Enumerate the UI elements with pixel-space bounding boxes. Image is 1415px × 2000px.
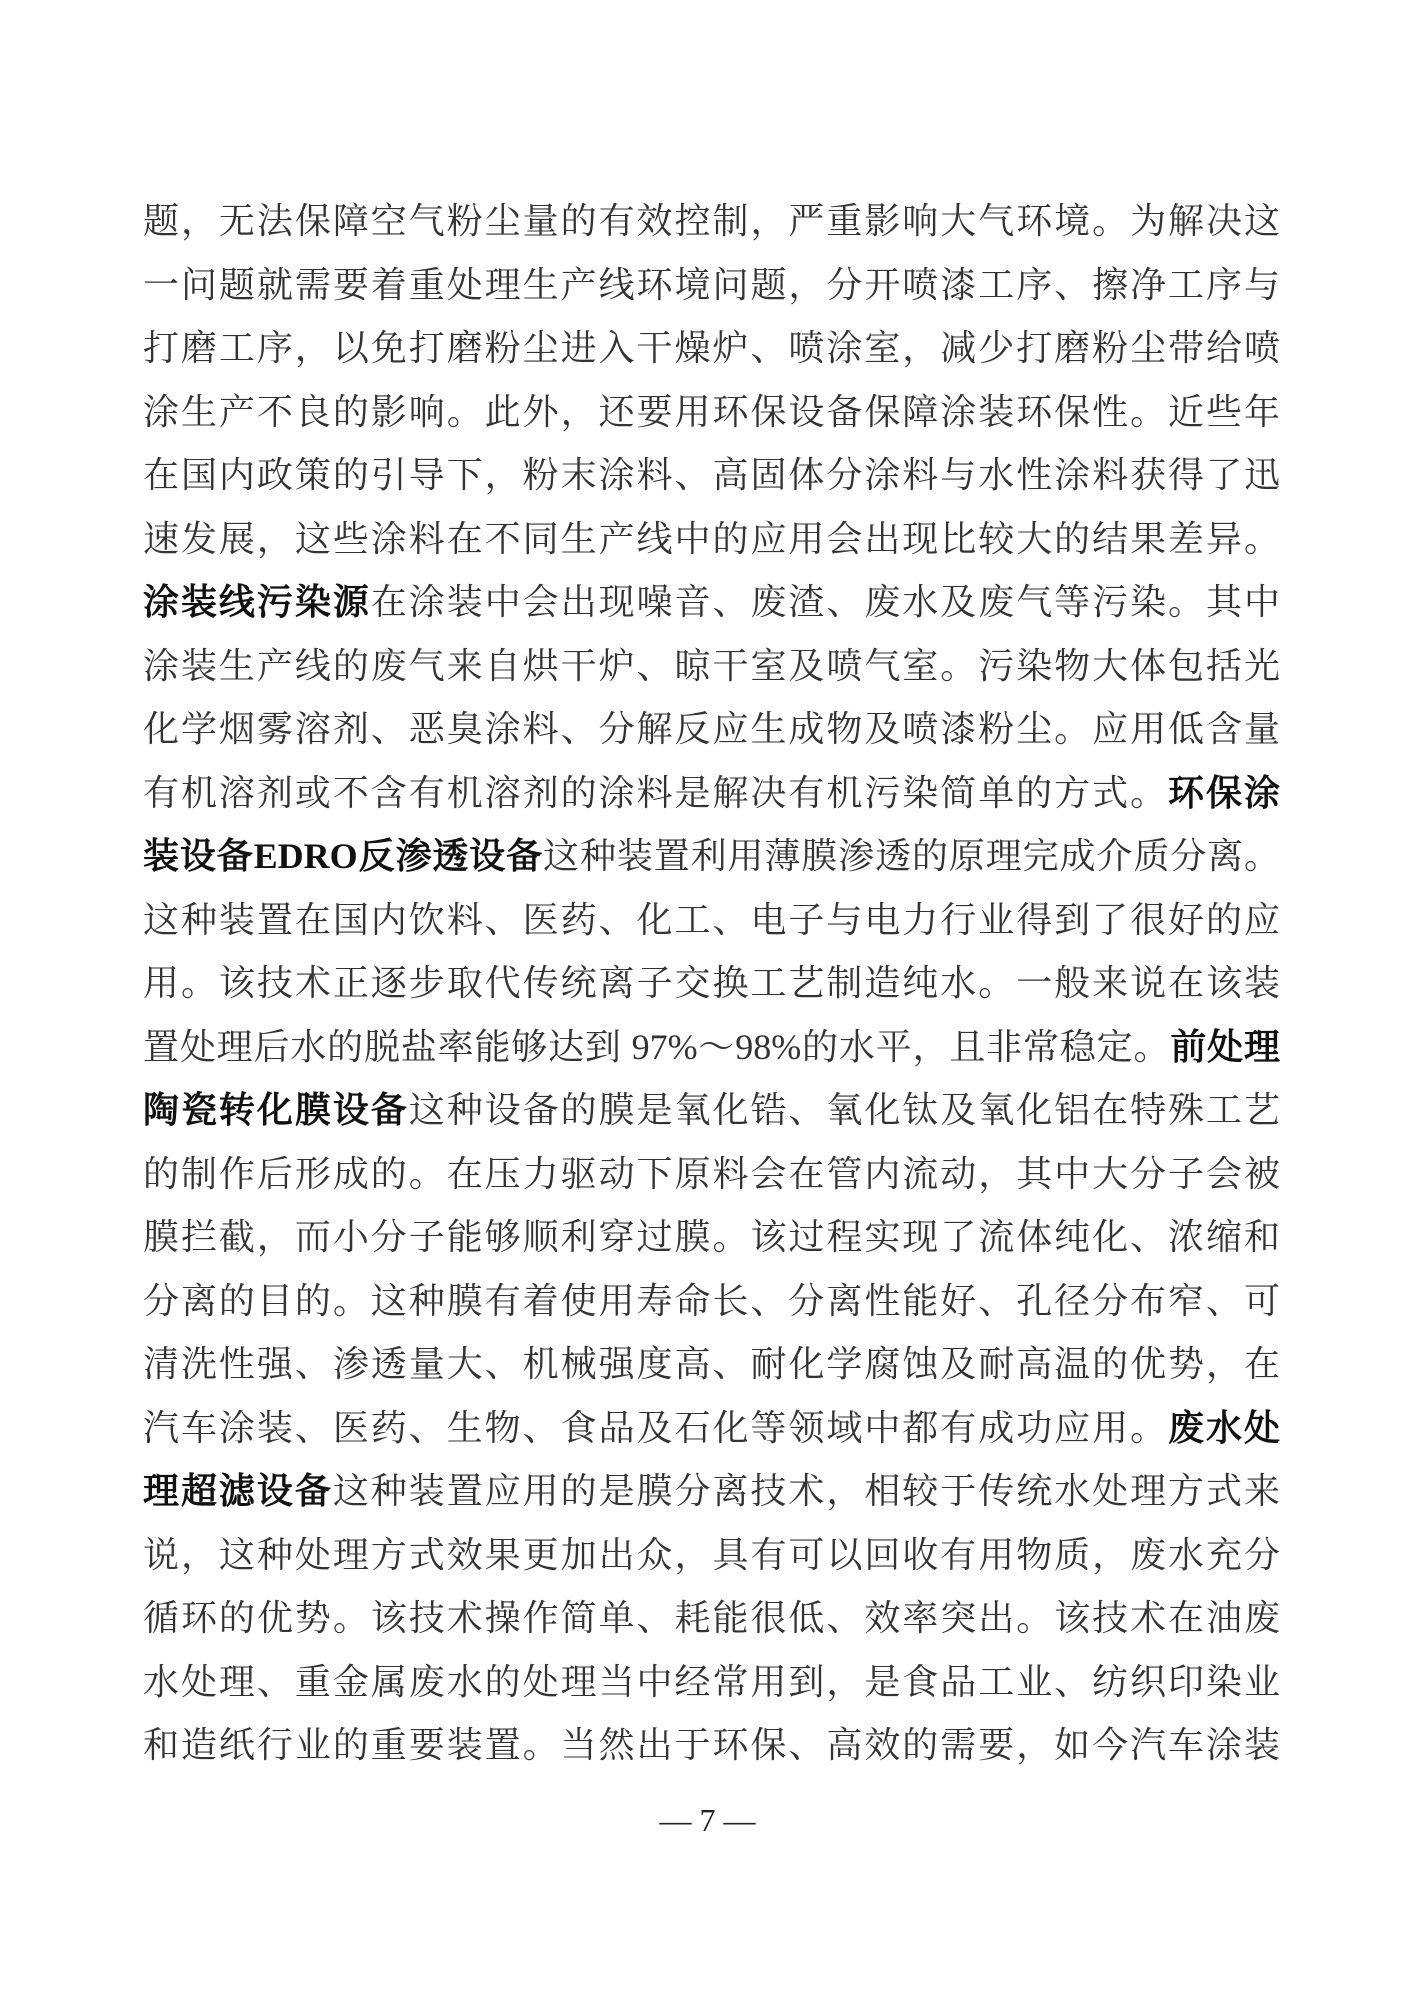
- text-line: [143, 1016, 1280, 1080]
- heading-segment: 废水处: [1168, 1407, 1280, 1448]
- heading-segment: 涂装线污染源: [143, 582, 371, 622]
- text-line: [143, 571, 1280, 635]
- text-segment: 置处理后水的脱盐率能够达到 97%～98%的水平，且非常稳定。: [143, 1026, 1171, 1067]
- text-segment: 在涂装中会出现噪音、废渣、废水及废气等污染。其中: [370, 582, 1280, 622]
- text-line: [143, 1333, 1280, 1397]
- text-line: [143, 254, 1280, 318]
- text-line: [143, 825, 1280, 889]
- text-line: [143, 1397, 1280, 1461]
- text-line: [143, 1206, 1280, 1270]
- text-block: [143, 190, 1280, 1778]
- text-segment: 在国内政策的引导下，粉末涂料、高固体分涂料与水性涂料获得了迅: [143, 455, 1280, 495]
- text-segment: 和造纸行业的重要装置。当然出于环保、高效的需要，如今汽车涂装: [143, 1725, 1280, 1765]
- text-segment: 膜拦截，而小分子能够顺利穿过膜。该过程实现了流体纯化、浓缩和: [143, 1217, 1280, 1257]
- text-line: [143, 635, 1280, 699]
- text-segment: 的制作后形成的。在压力驱动下原料会在管内流动，其中大分子会被: [143, 1153, 1280, 1194]
- text-segment: 说，这种处理方式效果更加出众，具有可以回收有用物质，废水充分: [143, 1534, 1280, 1575]
- heading-segment: 理超滤设备: [143, 1471, 333, 1511]
- text-line: [143, 1079, 1280, 1143]
- text-segment: 一问题就需要着重处理生产线环境问题，分开喷漆工序、擦净工序与: [143, 264, 1280, 305]
- heading-segment: 陶瓷转化膜设备: [143, 1090, 409, 1130]
- text-segment: 题，无法保障空气粉尘量的有效控制，严重影响大气环境。为解决这: [143, 201, 1280, 241]
- text-segment: 水处理、重金属废水的处理当中经常用到，是食品工业、纺织印染业: [143, 1661, 1280, 1702]
- heading-segment: 环保涂: [1168, 772, 1280, 813]
- text-line: [143, 1270, 1280, 1334]
- text-line: [143, 190, 1280, 254]
- text-segment: 清洗性强、渗透量大、机械强度高、耐化学腐蚀及耐高温的优势，在: [143, 1344, 1280, 1384]
- text-segment: 化学烟雾溶剂、恶臭涂料、分解反应生成物及喷漆粉尘。应用低含量: [143, 709, 1280, 749]
- text-line: [143, 762, 1280, 826]
- text-segment: 这种设备的膜是氧化锆、氧化钛及氧化铝在特殊工艺: [408, 1090, 1280, 1130]
- text-segment: 这种装置利用薄膜渗透的原理完成介质分离。: [543, 836, 1280, 876]
- text-line: [143, 1651, 1280, 1715]
- text-segment: 有机溶剂或不含有机溶剂的涂料是解决有机污染简单的方式。: [143, 772, 1169, 813]
- text-line: [143, 1714, 1280, 1778]
- text-segment: 速发展，这些涂料在不同生产线中的应用会出现比较大的结果差异。: [143, 518, 1280, 559]
- text-line: [143, 508, 1280, 572]
- text-line: [143, 444, 1280, 508]
- text-line: [143, 317, 1280, 381]
- text-line: [143, 889, 1280, 953]
- text-line: [143, 1143, 1280, 1207]
- heading-segment: 前处理: [1170, 1026, 1280, 1067]
- text-line: [143, 381, 1280, 445]
- text-segment: 汽车涂装、医药、生物、食品及石化等领域中都有成功应用。: [143, 1407, 1169, 1448]
- heading-segment: 装设备EDRO反渗透设备: [143, 836, 544, 876]
- text-line: [143, 1524, 1280, 1588]
- text-line: [143, 698, 1280, 762]
- text-segment: 打磨工序，以免打磨粉尘进入干燥炉、喷涂室，减少打磨粉尘带给喷: [143, 328, 1280, 368]
- text-segment: 用。该技术正逐步取代传统离子交换工艺制造纯水。一般来说在该装: [143, 963, 1280, 1003]
- text-segment: 涂生产不良的影响。此外，还要用环保设备保障涂装环保性。近些年: [143, 391, 1280, 432]
- text-segment: 循环的优势。该技术操作简单、耗能很低、效率突出。该技术在油废: [143, 1598, 1280, 1638]
- text-segment: 这种装置应用的是膜分离技术，相较于传统水处理方式来: [332, 1471, 1280, 1511]
- text-segment: 这种装置在国内饮料、医药、化工、电子与电力行业得到了很好的应: [143, 899, 1280, 940]
- page-number: — 7 —: [659, 1802, 756, 1838]
- text-segment: 涂装生产线的废气来自烘干炉、晾干室及喷气室。污染物大体包括光: [143, 645, 1280, 686]
- text-line: [143, 1587, 1280, 1651]
- text-line: [143, 1460, 1280, 1524]
- text-segment: 分离的目的。这种膜有着使用寿命长、分离性能好、孔径分布窄、可: [143, 1280, 1280, 1321]
- text-line: [143, 952, 1280, 1016]
